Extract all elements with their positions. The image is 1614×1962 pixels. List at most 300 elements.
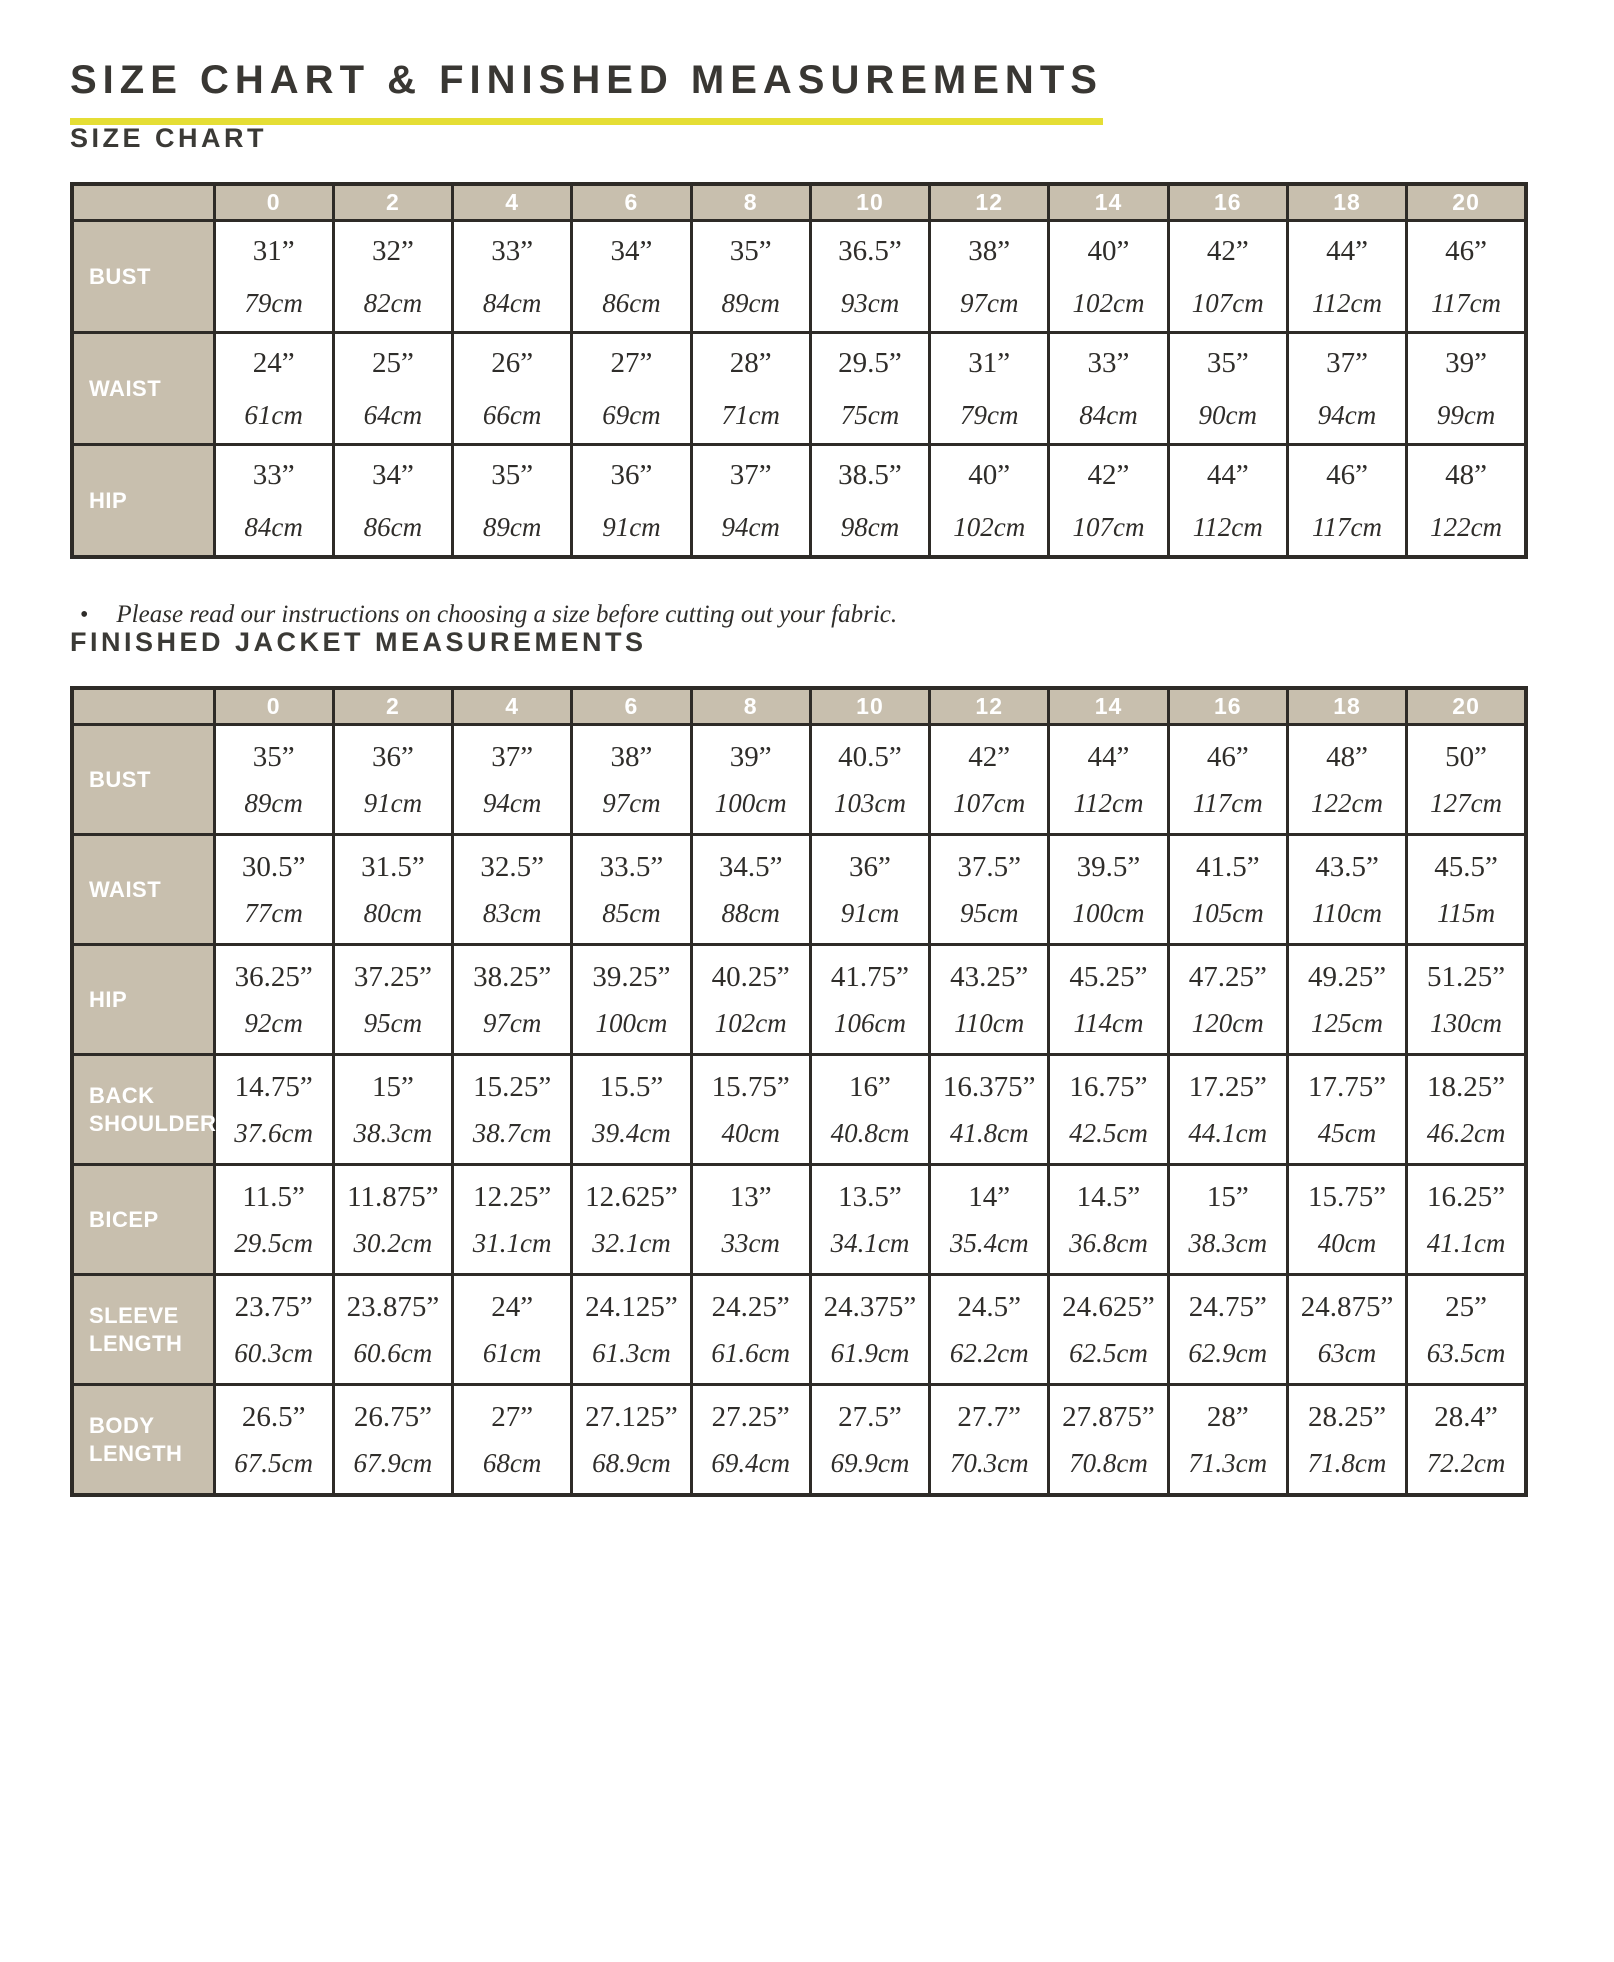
size-header: 4 — [453, 688, 572, 725]
measurement-row — [72, 1165, 1526, 1275]
measurement-cell — [453, 725, 572, 835]
cm-value: 67.5cm — [234, 1447, 313, 1478]
size-header: 8 — [691, 184, 810, 221]
size-header: 2 — [333, 688, 452, 725]
cm-value: 45cm — [1317, 1117, 1377, 1148]
inches-value: 40” — [968, 458, 1011, 491]
size-header: 16 — [1168, 184, 1287, 221]
inches-value: 24.875” — [1300, 1290, 1394, 1323]
inches-value: 27” — [610, 346, 653, 379]
measurement-cell — [572, 1165, 691, 1275]
cm-value: 40cm — [721, 1117, 780, 1148]
inches-value: 27” — [491, 1400, 534, 1433]
measurement-cell — [810, 333, 929, 445]
cm-value: 94cm — [482, 787, 542, 818]
inches-value: 16.75” — [1069, 1070, 1148, 1103]
inches-value: 44” — [1206, 458, 1249, 491]
cm-value: 79cm — [959, 399, 1019, 430]
cm-value: 110cm — [954, 1007, 1025, 1038]
cm-value: 127cm — [1430, 787, 1503, 818]
measurement-cell — [1287, 835, 1406, 945]
measurement-cell — [1407, 835, 1526, 945]
measurement-cell — [691, 221, 810, 333]
cm-value: 63.5cm — [1426, 1337, 1506, 1368]
measurement-cell — [214, 945, 333, 1055]
measurement-cell — [691, 945, 810, 1055]
inches-value: 31.5” — [361, 850, 425, 883]
measurement-cell — [214, 445, 333, 557]
cm-value: 61.9cm — [830, 1337, 910, 1368]
measurement-cell — [572, 1055, 691, 1165]
cm-value: 112cm — [1073, 787, 1144, 818]
cm-value: 95cm — [959, 897, 1019, 928]
page-title: SIZE CHART & FINISHED MEASUREMENTS — [70, 58, 1103, 125]
measurement-row — [72, 835, 1526, 945]
size-header-row — [72, 688, 1526, 725]
inches-value: 45.25” — [1069, 960, 1148, 993]
cm-value: 75cm — [840, 399, 900, 430]
cm-value: 38.7cm — [472, 1117, 552, 1148]
inches-value: 50” — [1445, 740, 1488, 773]
note-text: Please read our instructions on choosing a size before cutting out your fabric. — [116, 600, 898, 628]
row-label: BUST — [72, 221, 214, 333]
inches-value: 27.125” — [585, 1400, 678, 1433]
measurement-cell — [1287, 1385, 1406, 1495]
inches-value: 44” — [1326, 234, 1368, 267]
cm-value: 106cm — [833, 1007, 906, 1038]
cm-value: 107cm — [1191, 287, 1264, 318]
measurement-cell — [930, 835, 1049, 945]
measurement-cell — [691, 1055, 810, 1165]
measurement-cell — [1407, 1055, 1526, 1165]
inches-value: 41.75” — [830, 960, 910, 993]
inches-value: 46” — [1206, 740, 1249, 773]
cm-value: 91cm — [602, 511, 661, 542]
cm-value: 105cm — [1191, 897, 1264, 928]
cm-value: 64cm — [363, 399, 423, 430]
inches-value: 46” — [1445, 234, 1488, 267]
inches-value: 44” — [1087, 740, 1130, 773]
inches-value: 37” — [491, 740, 534, 773]
inches-value: 37.25” — [353, 960, 432, 993]
inches-value: 40.5” — [838, 740, 902, 773]
measurement-cell — [930, 1385, 1049, 1495]
cm-value: 68cm — [482, 1447, 542, 1478]
row-label: HIP — [72, 945, 214, 1055]
bullet-icon: • — [80, 601, 89, 628]
cm-value: 122cm — [1430, 511, 1503, 542]
inches-value: 36” — [371, 740, 414, 773]
measurement-cell — [214, 1275, 333, 1385]
measurement-cell — [453, 221, 572, 333]
inches-value: 11.5” — [242, 1180, 305, 1213]
cm-value: 112cm — [1312, 287, 1383, 318]
inches-value: 24” — [252, 346, 295, 379]
inches-value: 14” — [968, 1180, 1011, 1213]
size-header: 12 — [930, 184, 1049, 221]
measurement-cell — [214, 725, 333, 835]
inches-value: 28.25” — [1307, 1400, 1387, 1433]
inches-value: 43.5” — [1315, 850, 1379, 883]
measurement-cell — [810, 1165, 929, 1275]
inches-value: 39.5” — [1076, 850, 1141, 883]
inches-value: 15.75” — [711, 1070, 790, 1103]
inches-value: 14.5” — [1076, 1180, 1141, 1213]
measurement-cell — [572, 333, 691, 445]
cm-value: 61.3cm — [592, 1337, 671, 1368]
inches-value: 24.125” — [585, 1290, 678, 1323]
cm-value: 37.6cm — [234, 1117, 313, 1148]
row-label: WAIST — [72, 835, 214, 945]
inches-value: 13.5” — [838, 1180, 902, 1213]
row-label: BICEP — [72, 1165, 214, 1275]
inches-value: 31” — [968, 346, 1011, 379]
cm-value: 61cm — [244, 399, 303, 430]
row-label: BUST — [72, 725, 214, 835]
size-header: 18 — [1287, 184, 1406, 221]
measurement-cell — [1049, 221, 1168, 333]
inches-value: 29.5” — [838, 346, 902, 379]
measurement-cell — [1168, 945, 1287, 1055]
inches-value: 38” — [968, 234, 1011, 267]
cm-value: 70.3cm — [949, 1447, 1029, 1478]
measurement-cell — [1407, 221, 1526, 333]
cm-value: 38.3cm — [353, 1117, 433, 1148]
size-header: 0 — [214, 184, 333, 221]
measurement-cell — [333, 1055, 452, 1165]
cm-value: 115m — [1437, 897, 1496, 928]
measurement-cell — [453, 445, 572, 557]
inches-value: 31” — [252, 234, 295, 267]
measurement-row — [72, 1055, 1526, 1165]
cm-value: 102cm — [1072, 287, 1145, 318]
size-chart-heading: SIZE CHART — [70, 122, 267, 153]
cm-value: 84cm — [244, 511, 303, 542]
measurement-cell — [453, 1055, 572, 1165]
cm-value: 100cm — [714, 787, 787, 818]
measurement-cell — [1287, 945, 1406, 1055]
inches-value: 23.875” — [346, 1290, 440, 1323]
inches-value: 36” — [610, 458, 653, 491]
cm-value: 107cm — [1072, 511, 1145, 542]
cm-value: 91cm — [363, 787, 423, 818]
inches-value: 37” — [729, 458, 772, 491]
cm-value: 94cm — [721, 511, 780, 542]
measurement-cell — [333, 945, 452, 1055]
size-header: 20 — [1407, 688, 1526, 725]
measurement-cell — [1049, 1055, 1168, 1165]
cm-value: 44.1cm — [1188, 1117, 1268, 1148]
inches-value: 36” — [849, 850, 891, 883]
cm-value: 61.6cm — [711, 1337, 791, 1368]
cm-value: 35.4cm — [949, 1227, 1029, 1258]
size-header: 0 — [214, 688, 333, 725]
cm-value: 32.1cm — [592, 1227, 671, 1258]
measurement-cell — [810, 1275, 929, 1385]
cm-value: 67.9cm — [353, 1447, 433, 1478]
inches-value: 24.5” — [957, 1290, 1022, 1323]
inches-value: 38.25” — [473, 960, 552, 993]
cm-value: 71.8cm — [1307, 1447, 1387, 1478]
measurement-cell — [214, 333, 333, 445]
size-header: 6 — [572, 184, 691, 221]
inches-value: 36.25” — [234, 960, 313, 993]
measurement-cell — [930, 333, 1049, 445]
measurement-cell — [1407, 725, 1526, 835]
measurement-row — [72, 945, 1526, 1055]
size-header: 14 — [1049, 184, 1168, 221]
cm-value: 100cm — [595, 1007, 668, 1038]
inches-value: 23.75” — [234, 1290, 313, 1323]
cm-value: 125cm — [1311, 1007, 1384, 1038]
cm-value: 110cm — [1312, 897, 1383, 928]
finished-jacket-heading: FINISHED JACKET MEASUREMENTS — [70, 626, 647, 657]
measurement-cell — [1049, 835, 1168, 945]
inches-value: 48” — [1445, 458, 1488, 491]
cm-value: 97cm — [602, 787, 661, 818]
measurement-cell — [1287, 725, 1406, 835]
measurement-cell — [572, 1385, 691, 1495]
measurement-cell — [691, 1165, 810, 1275]
inches-value: 35” — [491, 458, 534, 491]
cm-value: 102cm — [953, 511, 1026, 542]
inches-value: 33” — [1087, 346, 1130, 379]
row-label: SLEEVE LENGTH — [72, 1275, 214, 1385]
measurement-row — [72, 221, 1526, 333]
measurement-cell — [1287, 445, 1406, 557]
inches-value: 11.875” — [347, 1180, 439, 1213]
cm-value: 41.1cm — [1426, 1227, 1506, 1258]
row-label: BODY LENGTH — [72, 1385, 214, 1495]
measurement-row — [72, 1275, 1526, 1385]
inches-value: 42” — [968, 740, 1011, 773]
size-header: 10 — [810, 688, 929, 725]
corner-cell — [72, 688, 214, 725]
inches-value: 34” — [371, 458, 414, 491]
measurement-cell — [810, 945, 929, 1055]
size-header-row — [72, 184, 1526, 221]
inches-value: 26.5” — [241, 1400, 306, 1433]
inches-value: 39” — [1445, 346, 1488, 379]
cm-value: 97cm — [482, 1007, 542, 1038]
measurement-cell — [691, 725, 810, 835]
inches-value: 34.5” — [718, 850, 783, 883]
cm-value: 107cm — [953, 787, 1026, 818]
measurement-cell — [1049, 333, 1168, 445]
inches-value: 38.5” — [838, 458, 902, 491]
measurement-row — [72, 725, 1526, 835]
measurement-cell — [1168, 445, 1287, 557]
cm-value: 90cm — [1198, 399, 1257, 430]
inches-value: 24.75” — [1188, 1290, 1267, 1323]
measurement-cell — [810, 221, 929, 333]
cm-value: 68.9cm — [592, 1447, 671, 1478]
cm-value: 33cm — [721, 1227, 780, 1258]
inches-value: 27.5” — [838, 1400, 902, 1433]
measurement-cell — [333, 1275, 452, 1385]
cm-value: 91cm — [840, 897, 900, 928]
measurement-cell — [333, 333, 452, 445]
cm-value: 69cm — [602, 399, 661, 430]
measurement-cell — [1049, 1165, 1168, 1275]
inches-value: 27.25” — [711, 1400, 790, 1433]
measurement-cell — [691, 333, 810, 445]
inches-value: 12.25” — [473, 1180, 552, 1213]
measurement-cell — [333, 1385, 452, 1495]
cm-value: 31.1cm — [472, 1227, 552, 1258]
inches-value: 47.25” — [1188, 960, 1267, 993]
inches-value: 40.25” — [711, 960, 790, 993]
measurement-cell — [1407, 333, 1526, 445]
cm-value: 62.2cm — [949, 1337, 1029, 1368]
cm-value: 38.3cm — [1188, 1227, 1268, 1258]
cm-value: 69.9cm — [830, 1447, 910, 1478]
measurement-cell — [572, 725, 691, 835]
measurement-cell — [572, 445, 691, 557]
measurement-cell — [214, 221, 333, 333]
inches-value: 24.25” — [711, 1290, 790, 1323]
cm-value: 117cm — [1431, 287, 1502, 318]
measurement-cell — [453, 1165, 572, 1275]
cm-value: 62.5cm — [1069, 1337, 1148, 1368]
measurement-cell — [1168, 1385, 1287, 1495]
measurement-cell — [453, 1385, 572, 1495]
measurement-cell — [1049, 1275, 1168, 1385]
size-header: 10 — [810, 184, 929, 221]
row-label: BACK SHOULDER — [72, 1055, 214, 1165]
inches-value: 37.5” — [957, 850, 1022, 883]
cm-value: 42.5cm — [1069, 1117, 1148, 1148]
measurement-cell — [1168, 1165, 1287, 1275]
inches-value: 39” — [729, 740, 772, 773]
inches-value: 25” — [371, 346, 414, 379]
cm-value: 30.2cm — [353, 1227, 433, 1258]
cm-value: 80cm — [363, 897, 423, 928]
inches-value: 49.25” — [1307, 960, 1387, 993]
measurement-row — [72, 445, 1526, 557]
measurement-cell — [930, 945, 1049, 1055]
measurement-cell — [572, 1275, 691, 1385]
inches-value: 27.7” — [957, 1400, 1022, 1433]
cm-value: 79cm — [244, 287, 303, 318]
inches-value: 16.25” — [1427, 1180, 1506, 1213]
measurement-cell — [1049, 1385, 1168, 1495]
cm-value: 89cm — [482, 511, 542, 542]
measurement-cell — [214, 1055, 333, 1165]
cm-value: 117cm — [1312, 511, 1383, 542]
inches-value: 14.75” — [234, 1070, 313, 1103]
measurement-cell — [930, 1165, 1049, 1275]
inches-value: 15.75” — [1307, 1180, 1387, 1213]
inches-value: 28” — [729, 346, 772, 379]
inches-value: 27.875” — [1062, 1400, 1155, 1433]
cm-value: 94cm — [1317, 399, 1377, 430]
measurement-row — [72, 333, 1526, 445]
inches-value: 33.5” — [599, 850, 664, 883]
cm-value: 93cm — [840, 287, 900, 318]
inches-value: 35” — [252, 740, 295, 773]
cm-value: 62.9cm — [1188, 1337, 1268, 1368]
inches-value: 28.4” — [1434, 1400, 1498, 1433]
cm-value: 88cm — [721, 897, 780, 928]
inches-value: 15.5” — [599, 1070, 664, 1103]
cm-value: 77cm — [244, 897, 303, 928]
size-chart-table — [70, 182, 1528, 559]
size-header: 2 — [333, 184, 452, 221]
cm-value: 39.4cm — [592, 1117, 671, 1148]
cm-value: 40.8cm — [830, 1117, 910, 1148]
cm-value: 114cm — [1073, 1007, 1144, 1038]
corner-cell — [72, 184, 214, 221]
measurement-cell — [1287, 333, 1406, 445]
measurement-cell — [572, 835, 691, 945]
inches-value: 40” — [1087, 234, 1130, 267]
cm-value: 98cm — [840, 511, 900, 542]
inches-value: 13” — [729, 1180, 772, 1213]
measurement-cell — [1407, 445, 1526, 557]
measurement-cell — [810, 835, 929, 945]
measurement-cell — [691, 1385, 810, 1495]
measurement-cell — [214, 835, 333, 945]
cm-value: 89cm — [244, 787, 303, 818]
size-header: 4 — [453, 184, 572, 221]
size-chart-section — [70, 122, 1544, 629]
size-header: 6 — [572, 688, 691, 725]
measurement-cell — [810, 725, 929, 835]
cm-value: 72.2cm — [1426, 1447, 1506, 1478]
measurement-cell — [1287, 1275, 1406, 1385]
inches-value: 37” — [1326, 346, 1368, 379]
measurement-cell — [930, 445, 1049, 557]
measurement-cell — [1287, 1165, 1406, 1275]
measurement-row — [72, 1385, 1526, 1495]
inches-value: 26” — [491, 346, 534, 379]
measurement-cell — [930, 221, 1049, 333]
cm-value: 122cm — [1311, 787, 1384, 818]
note — [80, 601, 1544, 629]
inches-value: 30.5” — [241, 850, 306, 883]
cm-value: 130cm — [1430, 1007, 1503, 1038]
measurement-cell — [214, 1165, 333, 1275]
cm-value: 83cm — [482, 897, 542, 928]
size-header: 16 — [1168, 688, 1287, 725]
measurement-cell — [453, 1275, 572, 1385]
measurement-cell — [1168, 1275, 1287, 1385]
measurement-cell — [1168, 221, 1287, 333]
inches-value: 48” — [1326, 740, 1368, 773]
cm-value: 82cm — [363, 287, 423, 318]
row-label: HIP — [72, 445, 214, 557]
inches-value: 15” — [1206, 1180, 1249, 1213]
cm-value: 84cm — [482, 287, 542, 318]
cm-value: 99cm — [1436, 399, 1496, 430]
inches-value: 15.25” — [473, 1070, 552, 1103]
inches-value: 12.625” — [585, 1180, 678, 1213]
inches-value: 16” — [849, 1070, 891, 1103]
inches-value: 45.5” — [1434, 850, 1498, 883]
cm-value: 61cm — [482, 1337, 542, 1368]
inches-value: 41.5” — [1195, 850, 1260, 883]
cm-value: 84cm — [1079, 399, 1138, 430]
cm-value: 71.3cm — [1188, 1447, 1268, 1478]
measurement-cell — [572, 945, 691, 1055]
measurement-cell — [930, 1275, 1049, 1385]
measurement-cell — [572, 221, 691, 333]
measurement-cell — [453, 333, 572, 445]
measurement-cell — [1407, 1385, 1526, 1495]
measurement-cell — [214, 1385, 333, 1495]
inches-value: 36.5” — [838, 234, 902, 267]
